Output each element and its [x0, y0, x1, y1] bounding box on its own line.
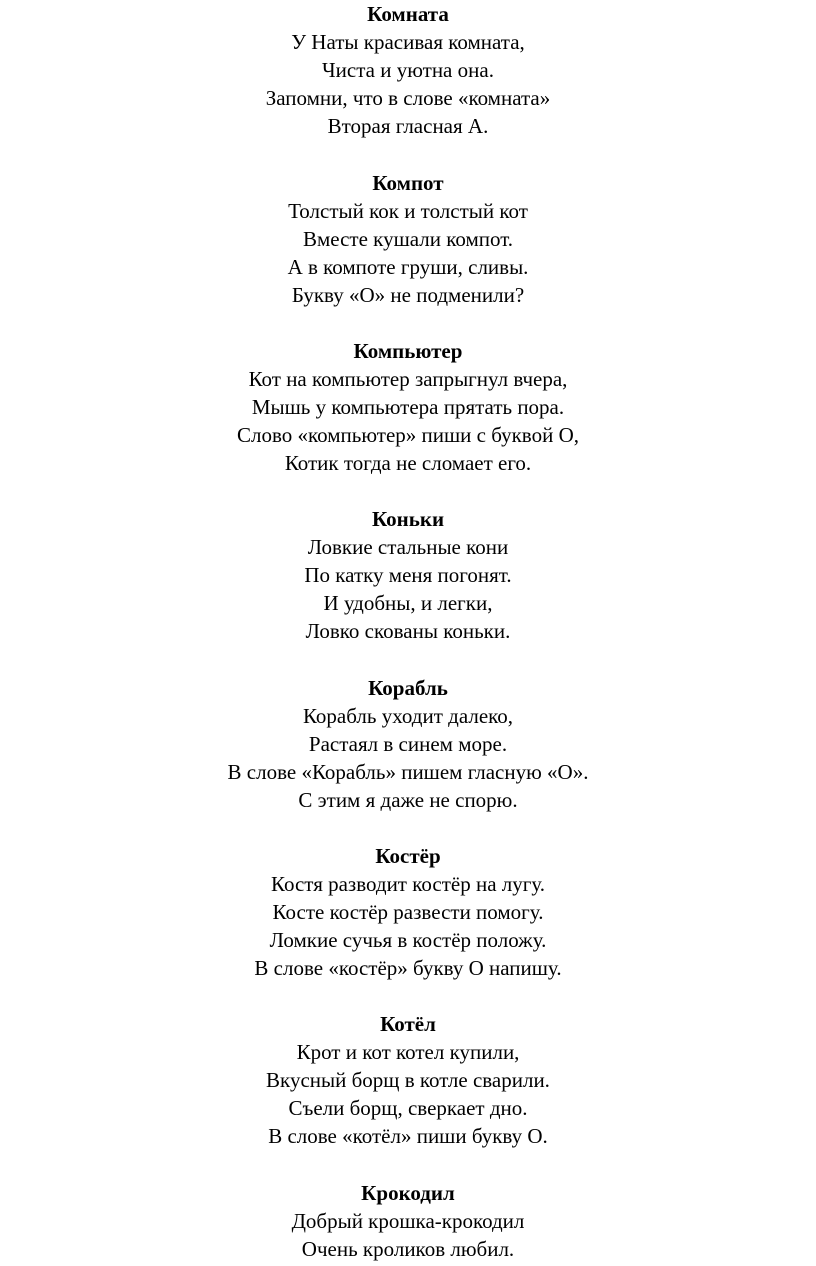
poem-line: С этим я даже не спорю. [298, 788, 518, 812]
poem-line: Кот на компьютер запрыгнул вчера, [248, 367, 568, 391]
poem-line: Растаял в синем море. [308, 732, 508, 756]
poem-line: Съели борщ, сверкает дно. [288, 1096, 528, 1120]
poem-line: Толстый кок и толстый кот [288, 199, 528, 223]
poem-line: Мышь у компьютера прятать пора. [251, 395, 565, 419]
poem-line: У Наты красивая комната, [291, 30, 525, 54]
poem-title: Комната [367, 2, 449, 26]
poem-line: Ломкие сучья в костёр положу. [269, 928, 547, 952]
poem-komnata [0, 0, 816, 140]
poem-line: Ловко скованы коньки. [305, 619, 511, 643]
poem-line: Слово «компьютер» пиши с буквой О, [237, 423, 579, 447]
poem-line: В слове «Корабль» пишем гласную «О». [227, 760, 589, 784]
poem-line: Корабль уходит далеко, [302, 704, 514, 728]
poem-line: Котик тогда не сломает его. [284, 451, 532, 475]
poem-title: Компьютер [353, 339, 463, 363]
poem-line: И удобны, и легки, [323, 591, 493, 615]
poem-line: В слове «котёл» пиши букву О. [268, 1124, 548, 1148]
poem-line: Вторая гласная А. [327, 114, 489, 138]
poem-krokodil [0, 1179, 816, 1263]
poem-line: Вкусный борщ в котле сварили. [266, 1068, 550, 1092]
poem-title: Котёл [380, 1012, 436, 1036]
poem-line: По катку меня погонят. [304, 563, 512, 587]
poem-line: Вместе кушали компот. [302, 227, 514, 251]
poem-koster [0, 842, 816, 982]
poem-korabl [0, 674, 816, 814]
poem-title: Компот [372, 171, 444, 195]
poem-line: Костя разводит костёр на лугу. [270, 872, 546, 896]
poem-line: А в компоте груши, сливы. [287, 255, 529, 279]
poem-line: Косте костёр развести помогу. [272, 900, 544, 924]
poem-kompot [0, 169, 816, 309]
poem-title: Костёр [375, 844, 441, 868]
poem-konki [0, 505, 816, 645]
poem-line: Крот и кот котел купили, [296, 1040, 520, 1064]
poem-line: Букву «О» не подменили? [291, 283, 525, 307]
poem-kotel [0, 1010, 816, 1150]
poem-line: Ловкие стальные кони [307, 535, 509, 559]
poem-title: Корабль [368, 676, 448, 700]
poem-line: Чиста и уютна она. [322, 58, 494, 82]
poem-line: В слове «костёр» букву О напишу. [254, 956, 562, 980]
poem-title: Крокодил [361, 1181, 455, 1205]
poem-title: Коньки [371, 507, 445, 531]
poem-line: Запомни, что в слове «комната» [265, 86, 551, 110]
poem-kompyuter [0, 337, 816, 477]
poem-line: Очень кроликов любил. [301, 1237, 515, 1261]
poem-line: Добрый крошка-крокодил [291, 1209, 525, 1233]
